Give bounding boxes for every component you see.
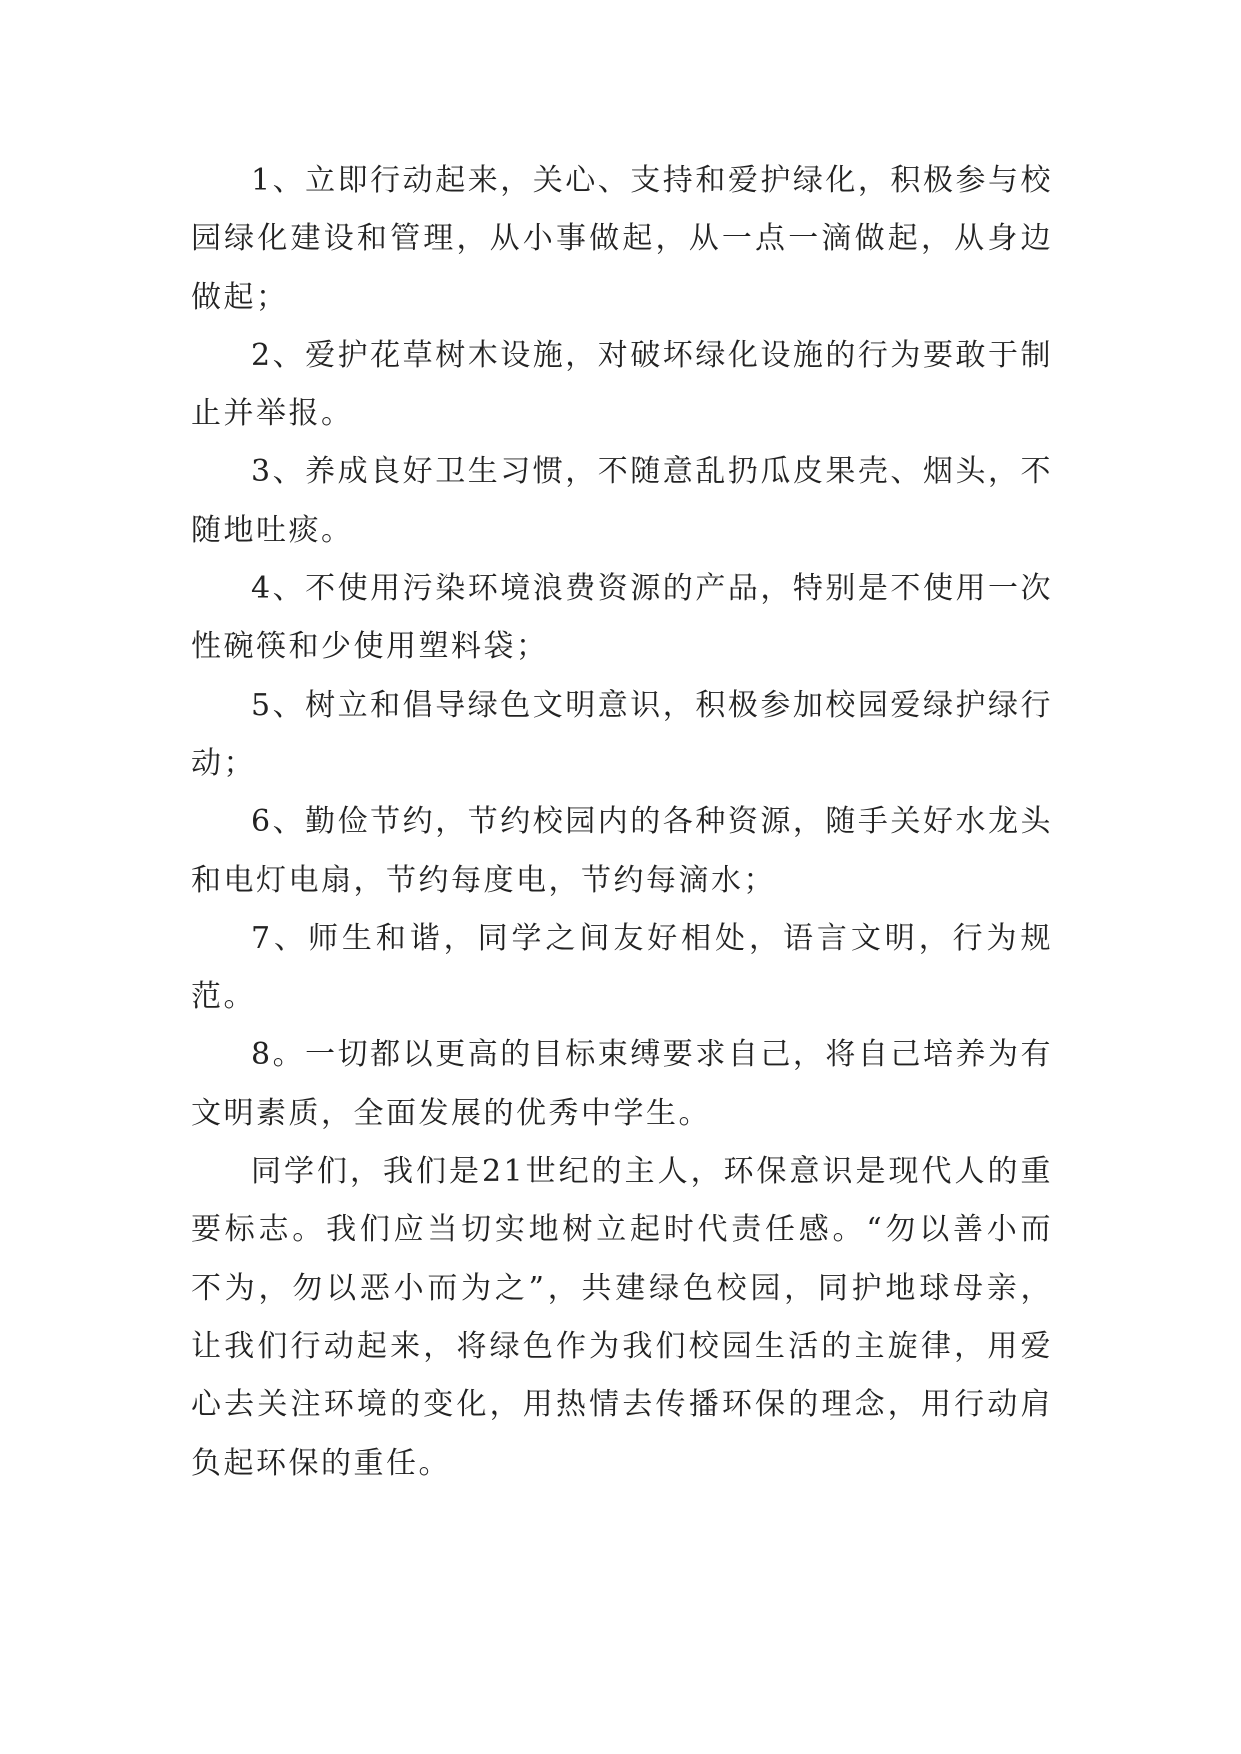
paragraph-item-8: 8。一切都以更高的目标束缚要求自己，将自己培养为有文明素质，全面发展的优秀中学生。 [191,1037,1053,1131]
paragraph-item-6: 6、勤俭节约，节约校园内的各种资源，随手关好水龙头和电灯电扇，节约每度电，节约每滴水； [191,804,1053,898]
paragraph-item-1: 1、立即行动起来，关心、支持和爱护绿化，积极参与校园绿化建设和管理，从小事做起，从一点一滴做起，从身边做起； [191,163,1053,315]
document-body [191,152,1053,1493]
paragraph-item-3: 3、养成良好卫生习惯，不随意乱扔瓜皮果壳、烟头，不随地吐痰。 [191,454,1053,548]
paragraph-item-5: 5、树立和倡导绿色文明意识，积极参加校园爱绿护绿行动； [191,687,1053,781]
paragraph-item-2: 2、爱护花草树木设施，对破坏绿化设施的行为要敢于制止并举报。 [191,337,1053,432]
paragraph-item-7: 7、师生和谐，同学之间友好相处，语言文明，行为规范。 [191,920,1053,1015]
closing-paragraph: 同学们，我们是21世纪的主人，环保意识是现代人的重要标志。我们应当切实地树立起时代责任感。“勿以善小而不为，勿以恶小而为之”，共建绿色校园，同护地球母亲，让我们行动起来，将绿色作为我们校园生活的主旋律，用爱心去关注环境的变化，用热情去传播环保的理念，用行动肩负起环保的重任。 [191,1154,1053,1481]
paragraph-item-4: 4、不使用污染环境浪费资源的产品，特别是不使用一次性碗筷和少使用塑料袋； [191,571,1053,665]
